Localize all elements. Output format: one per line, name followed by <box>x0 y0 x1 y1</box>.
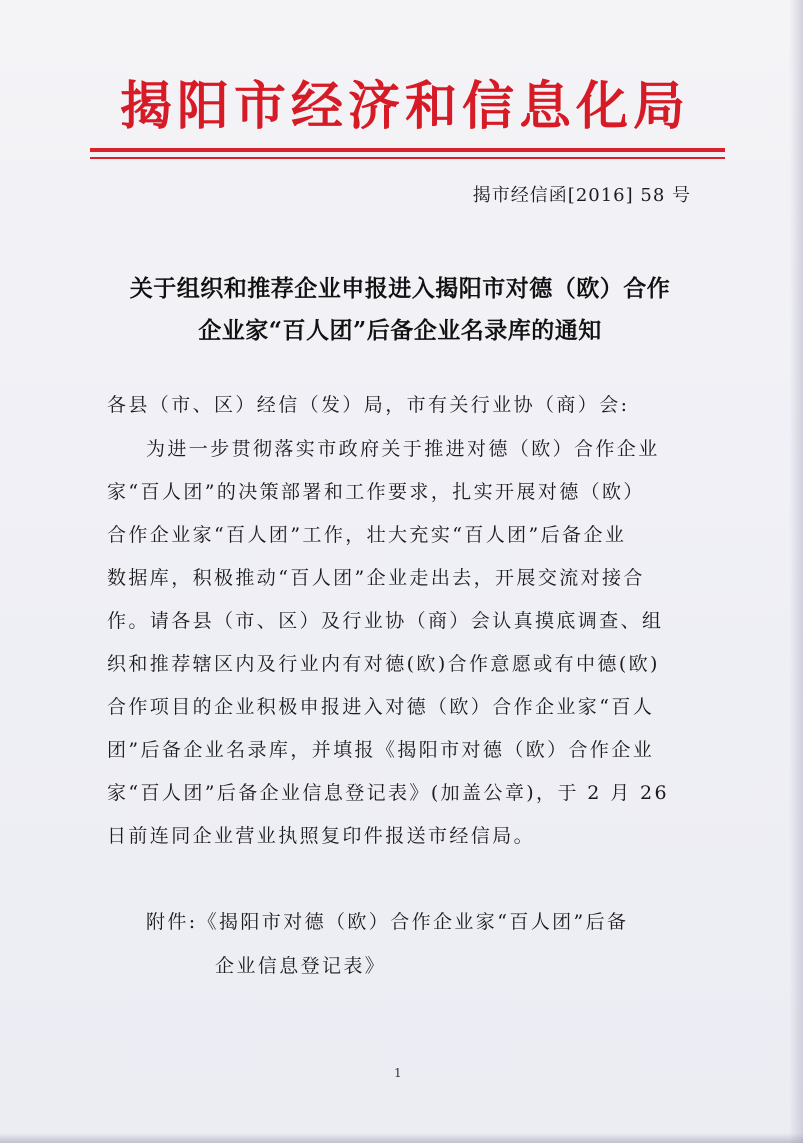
notice-title-line-1: 关于组织和推荐企业申报进入揭阳市对德（欧）合作 <box>129 275 671 302</box>
body-line: 合作项目的企业积极申报进入对德（欧）合作企业家“百人 <box>107 696 655 718</box>
attachment-line-2: 企业信息登记表》 <box>215 955 387 977</box>
letterhead-title: 揭阳市经济和信息化局 <box>119 76 690 137</box>
attachment-line-1: 附件:《揭阳市对德（欧）合作企业家“百人团”后备 <box>146 911 629 933</box>
body-line: 日前连同企业营业执照复印件报送市经信局。 <box>107 825 536 847</box>
salutation: 各县（市、区）经信（发）局，市有关行业协（商）会: <box>107 394 630 416</box>
page-number: 1 <box>394 1066 402 1080</box>
body-line: 作。请各县（市、区）及行业协（商）会认真摸底调查、组 <box>107 610 664 632</box>
document-number: 揭市经信函[2016] 58 号 <box>472 185 691 206</box>
body-line: 为进一步贯彻落实市政府关于推进对德（欧）合作企业 <box>146 438 660 460</box>
page-edge-shadow-right <box>789 0 803 1143</box>
notice-title-line-2: 企业家“百人团”后备企业名录库的通知 <box>198 317 602 344</box>
letterhead-red-rule-thin <box>90 157 725 159</box>
body-line: 家“百人团”后备企业信息登记表》(加盖公章)，于 2 月 26 <box>107 782 670 804</box>
body-line: 合作企业家“百人团”工作，壮大充实“百人团”后备企业 <box>107 524 627 546</box>
body-line: 织和推荐辖区内及行业内有对德(欧)合作意愿或有中德(欧) <box>107 653 660 675</box>
page-edge-shadow-bottom <box>0 1133 803 1143</box>
body-line: 团”后备企业名录库，并填报《揭阳市对德（欧）合作企业 <box>107 739 655 761</box>
body-line: 家“百人团”的决策部署和工作要求，扎实开展对德（欧） <box>107 481 645 503</box>
body-line: 数据库，积极推动“百人团”企业走出去，开展交流对接合 <box>107 567 645 589</box>
letterhead-red-rule-thick <box>90 148 725 152</box>
